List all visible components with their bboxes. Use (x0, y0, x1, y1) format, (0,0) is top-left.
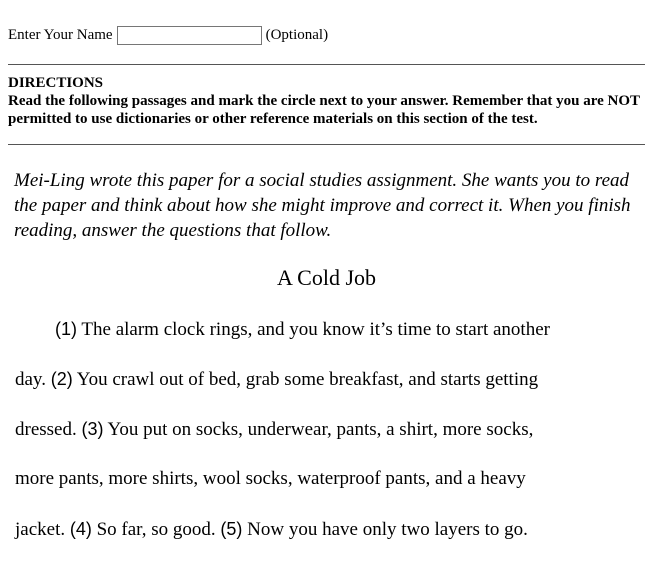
sentence-number: (5) (220, 519, 243, 539)
sentence-text: Now you have only two layers to go. (242, 519, 528, 540)
sentence-text: more pants, more shirts, wool socks, waterproof pants, and a heavy (15, 468, 526, 489)
passage-intro: Mei-Ling wrote this paper for a social studies assignment. She wants you to read the paper and think about how she might improve and correct it. When you finish reading, answer the questions that follow. (14, 170, 631, 241)
bottom-divider (8, 144, 645, 145)
passage-line (15, 515, 645, 565)
name-optional-note: (Optional) (265, 27, 329, 43)
sentence-text: dressed. (15, 419, 82, 440)
directions-text: Read the following passages and mark the circle next to your answer. Remember that you are NOT permitted to use dictionaries or other reference materials on this section of the test. (8, 93, 640, 127)
sentence-number: (4) (69, 519, 92, 539)
sentence-text: The alarm clock rings, and you know it’s time to start another (77, 319, 550, 340)
sentence-number: (1) (55, 319, 77, 339)
name-label: Enter Your Name (8, 27, 113, 43)
sentence-text: day. (15, 369, 51, 390)
passage-body (15, 315, 645, 565)
directions-block (8, 74, 648, 128)
sentence-number: (3) (81, 419, 104, 439)
passage-line (15, 365, 645, 415)
passage-line (15, 415, 645, 465)
sentence-text: You crawl out of bed, grab some breakfast, and starts getting (72, 369, 539, 390)
sentence-text: jacket. (15, 519, 70, 540)
name-input[interactable] (117, 26, 262, 45)
top-divider (8, 64, 645, 65)
passage-line (15, 465, 645, 515)
passage-title: A Cold Job (276, 265, 377, 290)
sentence-text: So far, so good. (91, 519, 221, 540)
passage-line (15, 315, 645, 365)
sentence-text: You put on socks, underwear, pants, a shirt, more socks, (103, 419, 534, 440)
sentence-number: (2) (50, 369, 73, 389)
name-row (8, 26, 328, 45)
directions-heading: DIRECTIONS (8, 75, 104, 91)
